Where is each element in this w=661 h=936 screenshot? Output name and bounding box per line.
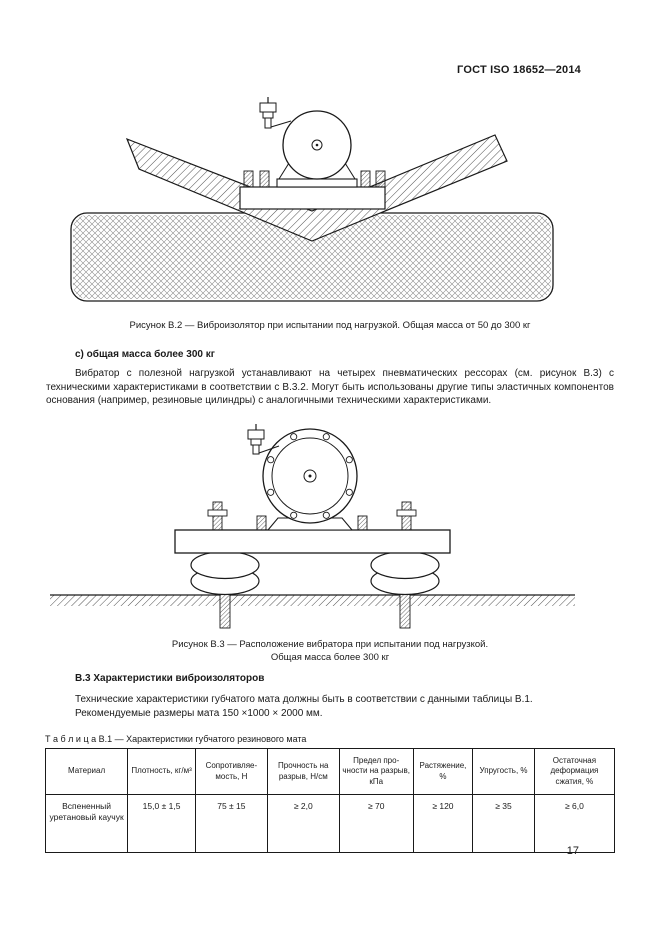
cell-residual-deformation: ≥ 6,0 [534, 795, 614, 853]
pneumatic-spring-left [191, 552, 259, 595]
vibrator [263, 429, 357, 530]
table-b1-title: Т а б л и ц а В.1 — Характеристики губчатого резинового мата [45, 734, 307, 744]
page-number: 17 [566, 845, 579, 857]
vibration-sensor-icon [260, 97, 291, 128]
base-plate [240, 187, 385, 209]
section-b3-line2: Рекомендуемые размеры мата 150 ×1000 × 2000 мм. [75, 707, 323, 719]
header-tensile-limit: Предел про-чности на разрыв, кПа [339, 749, 413, 795]
cell-elongation: ≥ 120 [413, 795, 473, 853]
figure-b3-caption [45, 638, 615, 664]
figure-b2-drawing [65, 95, 560, 313]
mounting-plate [175, 530, 450, 553]
section-c-heading: с) общая масса более 300 кг [75, 349, 215, 360]
cell-tensile-limit: ≥ 70 [339, 795, 413, 853]
cell-elasticity: ≥ 35 [473, 795, 535, 853]
section-b3-paragraph [46, 693, 614, 720]
header-elasticity: Упругость, % [473, 749, 535, 795]
anchor-bolts [220, 586, 410, 628]
cell-material: Вспененный уретановый каучук [46, 795, 128, 853]
header-elongation: Растяжение, % [413, 749, 473, 795]
table-b1-header-row [46, 749, 615, 795]
cell-resistance: 75 ± 15 [195, 795, 267, 853]
header-tear-strength: Прочность на разрыв, Н/см [267, 749, 339, 795]
document-header: ГОСТ ISO 18652—2014 [457, 64, 581, 76]
vibration-motor [283, 111, 351, 179]
figure-b3-caption-line2: Общая масса более 300 кг [270, 652, 390, 663]
figure-b3-caption-line1: Рисунок В.3 — Расположение вибратора при испытании под нагрузкой. [171, 639, 489, 650]
cell-density: 15,0 ± 1,5 [128, 795, 196, 853]
section-b3-heading: В.3 Характеристики виброизоляторов [75, 673, 265, 684]
ground [50, 595, 575, 606]
cell-tear-strength: ≥ 2,0 [267, 795, 339, 853]
header-residual-deformation: Остаточная деформация сжатия, % [534, 749, 614, 795]
header-material: Материал [46, 749, 128, 795]
figure-b2-caption: Рисунок В.2 — Виброизолятор при испытании под нагрузкой. Общая масса от 50 до 300 кг [129, 320, 531, 331]
table-row [46, 795, 615, 853]
header-density: Плотность, кг/м³ [128, 749, 196, 795]
section-b3-line1: Технические характеристики губчатого мата должны быть в соответствии с данными таблицы В.1. [75, 694, 533, 705]
table-b1 [45, 748, 615, 853]
section-c-paragraph: Вибратор с полезной нагрузкой устанавливают на четырех пневматических рессорах (см. рисунок В.3) с техническими характеристиками в соответствии с В.3.2. Могут быть использованы другие типы эластичных компонентов основания (например, резиновые цилиндры) с аналогичными техническими характеристиками. [46, 368, 614, 406]
header-resistance: Сопротивляе-мость, Н [195, 749, 267, 795]
figure-b3-drawing [50, 422, 575, 634]
pneumatic-spring-right [371, 552, 439, 595]
